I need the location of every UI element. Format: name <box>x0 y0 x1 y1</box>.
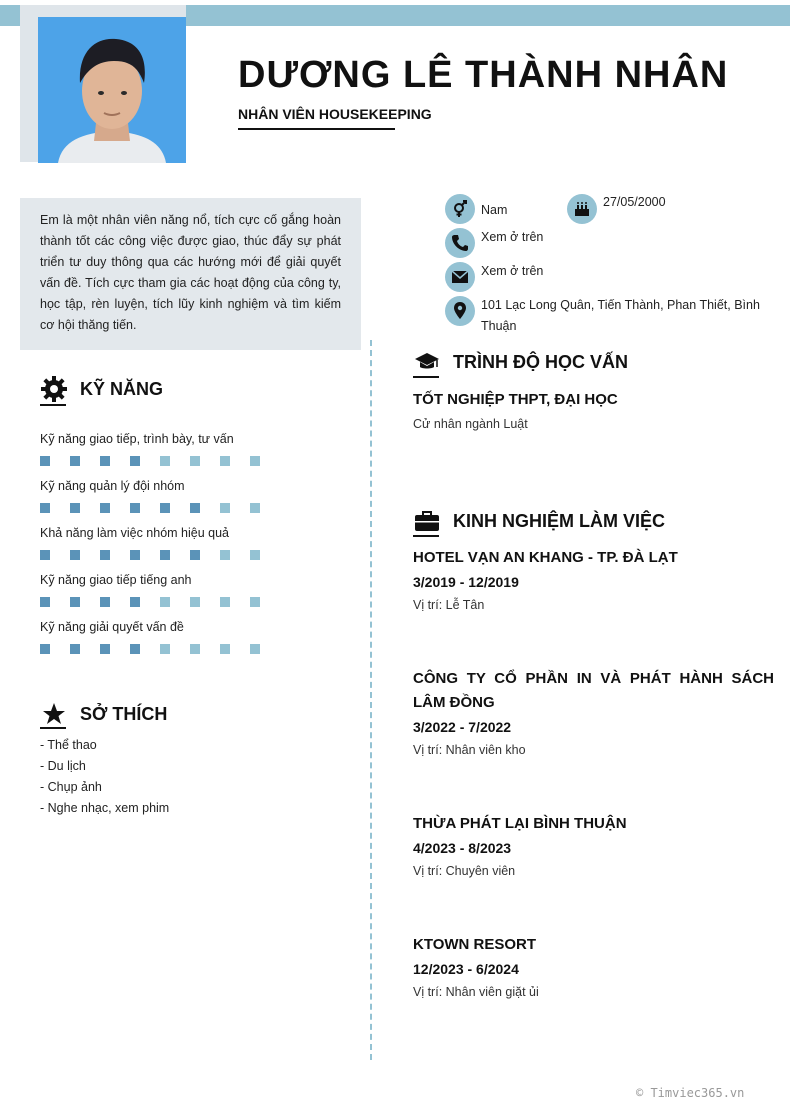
skill-dot-filled <box>130 456 140 466</box>
contact-phone <box>445 228 543 258</box>
birthday-value: 27/05/2000 <box>603 195 666 209</box>
skill-dot-empty <box>220 456 230 466</box>
job-company-line-2: LÂM ĐỒNG <box>413 694 495 711</box>
gender-icon <box>445 194 475 224</box>
skill-dot-filled <box>130 503 140 513</box>
skill-name: Kỹ năng giao tiếp, trình bày, tư vấn <box>40 432 234 446</box>
job-title-underline <box>238 128 395 130</box>
skill-dot-filled <box>40 503 50 513</box>
skill-dot-empty <box>220 597 230 607</box>
skill-dot-filled <box>70 644 80 654</box>
skill-dot-filled <box>100 550 110 560</box>
email-value: Xem ở trên <box>481 264 544 278</box>
hobbies-heading-underline <box>40 727 66 729</box>
job-period: 3/2022 - 7/2022 <box>413 719 512 735</box>
hobbies-title: SỞ THÍCH <box>80 703 168 724</box>
skill-dot-empty <box>250 550 260 560</box>
skill-dot-empty <box>160 597 170 607</box>
skill-dot-filled <box>40 597 50 607</box>
skill-dot-filled <box>160 503 170 513</box>
skill-dot-empty <box>190 456 200 466</box>
education-detail: Cử nhân ngành Luật <box>413 417 528 431</box>
skill-dot-filled <box>70 597 80 607</box>
job-company-line-1: CÔNG TY CỔ PHẦN IN VÀ PHÁT HÀNH SÁCH <box>413 670 774 687</box>
phone-value: Xem ở trên <box>481 230 544 244</box>
hobbies-heading <box>40 700 167 728</box>
skill-name: Kỹ năng giao tiếp tiếng anh <box>40 573 192 587</box>
profile-photo <box>38 17 186 163</box>
skill-name: Kỹ năng quản lý đội nhóm <box>40 479 185 493</box>
hobby-item: - Chụp ảnh <box>40 780 102 794</box>
hobby-item: - Du lịch <box>40 759 86 773</box>
skill-dot-empty <box>250 644 260 654</box>
skill-dot-empty <box>250 503 260 513</box>
skill-dot-empty <box>160 456 170 466</box>
skill-dot-empty <box>250 456 260 466</box>
experience-heading-underline <box>413 535 439 537</box>
education-heading-underline <box>413 376 439 378</box>
job-company: HOTEL VẠN AN KHANG - TP. ĐÀ LẠT <box>413 549 678 566</box>
job-company: KTOWN RESORT <box>413 936 537 953</box>
skill-dot-filled <box>70 550 80 560</box>
job-position: Vị trí: Nhân viên giặt ủi <box>413 985 539 999</box>
career-summary: Em là một nhân viên năng nổ, tích cực cố gắng hoàn thành tốt các công việc được giao, thúc đẩy sự phát triển tư duy thông qua các hướng mới để giải quyết vấn đề. Tích cực tham gia các hoạt động của công ty, học tập, rèn luyện, tích lũy kinh nghiệm và tìm kiếm cơ hội thăng tiến. <box>20 198 361 350</box>
skill-dot-empty <box>160 644 170 654</box>
skill-dot-filled <box>160 550 170 560</box>
email-icon <box>445 262 475 292</box>
gear-icon <box>40 375 68 403</box>
education-title: TRÌNH ĐỘ HỌC VẤN <box>453 351 628 372</box>
job-title: NHÂN VIÊN HOUSEKEEPING <box>238 106 432 122</box>
skill-dot-filled <box>130 644 140 654</box>
job-company: THỪA PHÁT LẠI BÌNH THUẬN <box>413 815 627 832</box>
graduation-cap-icon <box>413 348 441 376</box>
skill-dot-empty <box>220 644 230 654</box>
job-period: 3/2019 - 12/2019 <box>413 574 519 590</box>
skill-dot-filled <box>40 456 50 466</box>
skill-dot-empty <box>250 597 260 607</box>
education-heading <box>413 348 628 376</box>
skill-name: Kỹ năng giải quyết vấn đề <box>40 620 184 634</box>
skill-dot-filled <box>40 644 50 654</box>
birthday-cake-icon <box>567 194 597 224</box>
skill-dot-filled <box>100 597 110 607</box>
skill-dot-filled <box>70 503 80 513</box>
skills-title: KỸ NĂNG <box>80 378 164 399</box>
job-position: Vị trí: Chuyên viên <box>413 864 516 878</box>
job-period: 4/2023 - 8/2023 <box>413 840 512 856</box>
contact-email <box>445 262 543 292</box>
contact-gender <box>445 194 507 224</box>
candidate-name: DƯƠNG LÊ THÀNH NHÂN <box>238 54 729 96</box>
hobby-item: - Thể thao <box>40 738 97 752</box>
skill-dot-filled <box>100 644 110 654</box>
skill-dot-empty <box>190 644 200 654</box>
skill-dot-empty <box>190 597 200 607</box>
skill-dot-filled <box>130 597 140 607</box>
gender-value: Nam <box>481 203 508 217</box>
briefcase-icon <box>413 507 441 535</box>
address-value: 101 Lạc Long Quân, Tiến Thành, Phan Thiết, Bình Thuận <box>481 298 760 333</box>
job-position: Vị trí: Nhân viên kho <box>413 743 526 757</box>
skill-dot-filled <box>130 550 140 560</box>
skill-dot-filled <box>40 550 50 560</box>
experience-heading <box>413 507 665 535</box>
location-icon <box>445 296 475 326</box>
skill-dot-filled <box>100 503 110 513</box>
skill-dot-filled <box>190 503 200 513</box>
skills-heading-underline <box>40 404 66 406</box>
experience-title: KINH NGHIỆM LÀM VIỆC <box>453 510 666 531</box>
column-divider <box>370 340 372 1060</box>
skill-dot-filled <box>70 456 80 466</box>
skill-dot-empty <box>220 550 230 560</box>
skill-dot-filled <box>100 456 110 466</box>
footer-watermark: © Timviec365.vn <box>636 1086 745 1100</box>
education-degree: TỐT NGHIỆP THPT, ĐẠI HỌC <box>413 391 618 408</box>
job-position: Vị trí: Lễ Tân <box>413 598 485 612</box>
contact-address <box>445 296 775 337</box>
contact-birthday <box>567 194 666 224</box>
skill-dot-filled <box>190 550 200 560</box>
phone-icon <box>445 228 475 258</box>
hobby-item: - Nghe nhạc, xem phim <box>40 801 170 815</box>
star-icon <box>40 700 68 728</box>
skill-name: Khả năng làm việc nhóm hiệu quả <box>40 526 230 540</box>
job-period: 12/2023 - 6/2024 <box>413 961 519 977</box>
skills-heading <box>40 375 163 403</box>
skill-dot-empty <box>220 503 230 513</box>
